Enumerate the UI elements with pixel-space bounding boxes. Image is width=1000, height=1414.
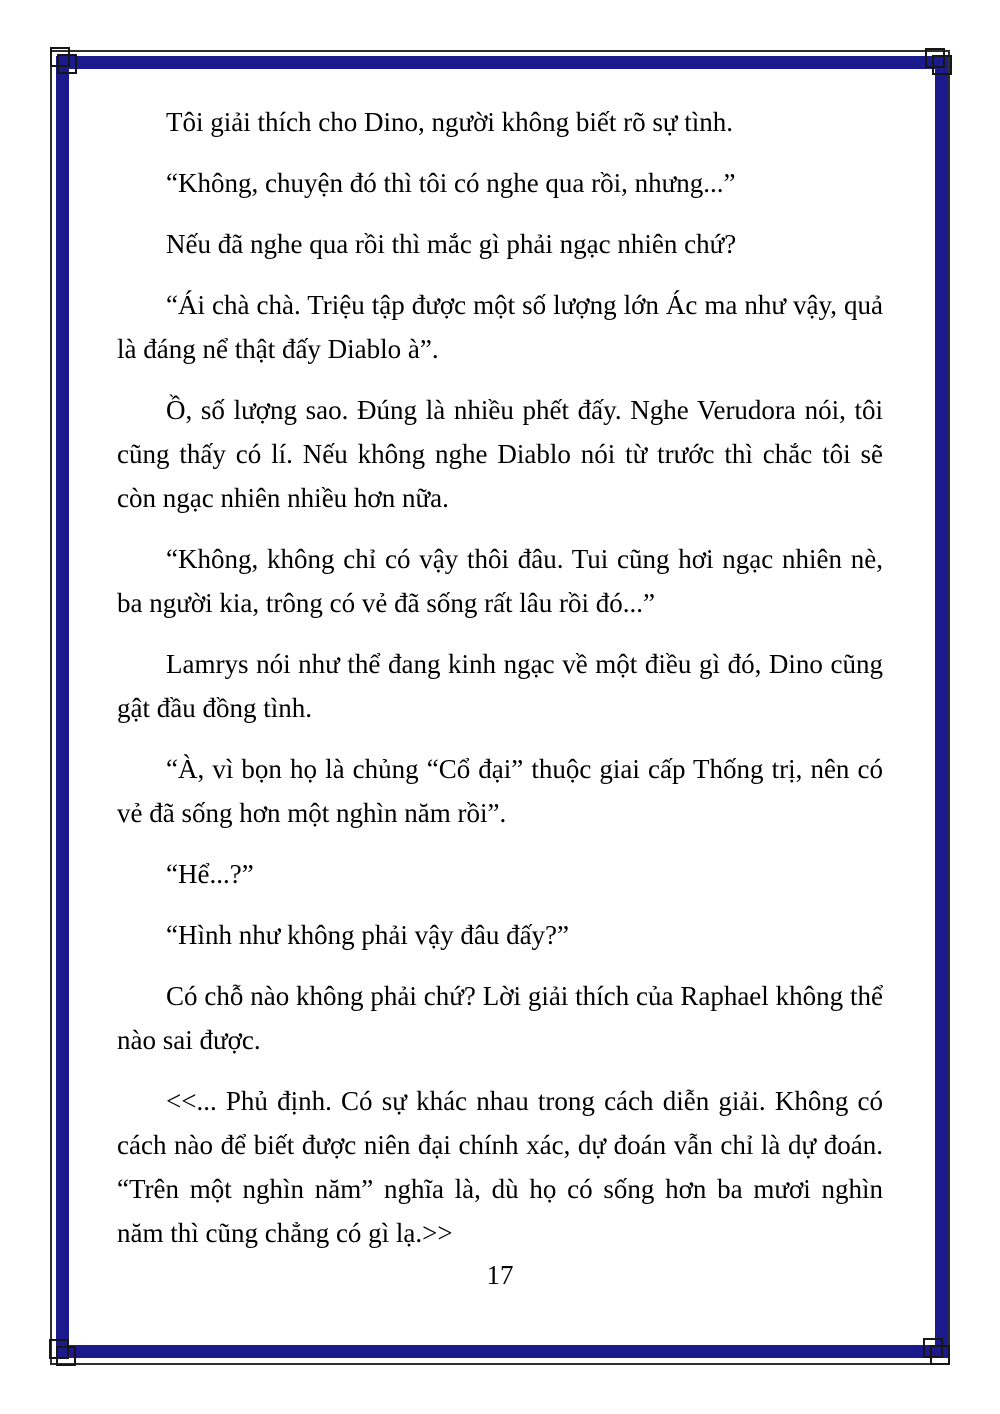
paragraph: Lamrys nói như thể đang kinh ngạc về một điều gì đó, Dino cũng gật đầu đồng tình.: [117, 649, 883, 723]
paragraph: “Ái chà chà. Triệu tập được một số lượng lớn Ác ma như vậy, quả là đáng nể thật đấy Diablo à”.: [117, 290, 883, 364]
corner-ornament-bottom-right: [930, 1345, 950, 1365]
corner-ornament-bottom-left: [56, 1346, 76, 1366]
paragraph: “À, vì bọn họ là chủng “Cổ đại” thuộc giai cấp Thống trị, nên có vẻ đã sống hơn một nghìn năm rồi”.: [117, 754, 883, 828]
paragraph: “Hể...?”: [166, 859, 254, 889]
paragraph: “Hình như không phải vậy đâu đấy?”: [166, 920, 570, 950]
paragraph: Có chỗ nào không phải chứ? Lời giải thích của Raphael không thể nào sai được.: [117, 981, 883, 1055]
paragraph: Nếu đã nghe qua rồi thì mắc gì phải ngạc nhiên chứ?: [166, 229, 737, 259]
paragraph: Ồ, số lượng sao. Đúng là nhiều phết đấy. Nghe Verudora nói, tôi cũng thấy có lí. Nếu không nghe Diablo nói từ trước thì chắc tôi sẽ còn ngạc nhiên nhiều hơn nữa.: [117, 395, 883, 513]
paragraph: “Không, không chỉ có vậy thôi đâu. Tui cũng hơi ngạc nhiên nè, ba người kia, trông có vẻ đã sống rất lâu rồi đó...”: [117, 544, 883, 618]
page-number: 17: [486, 1260, 514, 1290]
corner-ornament-top-left: [57, 54, 77, 74]
paragraph: Tôi giải thích cho Dino, người không biết rõ sự tình.: [166, 107, 733, 137]
text-content: [117, 100, 883, 1272]
corner-ornament-top-right: [932, 55, 952, 75]
paragraph: <<... Phủ định. Có sự khác nhau trong cách diễn giải. Không có cách nào để biết được niên đại chính xác, dự đoán vẫn chỉ là dự đoán. “Trên một nghìn năm” nghĩa là, dù họ có sống hơn ba mươi nghìn năm thì cũng chẳng có gì lạ.>>: [117, 1086, 883, 1248]
paragraph: “Không, chuyện đó thì tôi có nghe qua rồi, nhưng...”: [166, 168, 736, 198]
